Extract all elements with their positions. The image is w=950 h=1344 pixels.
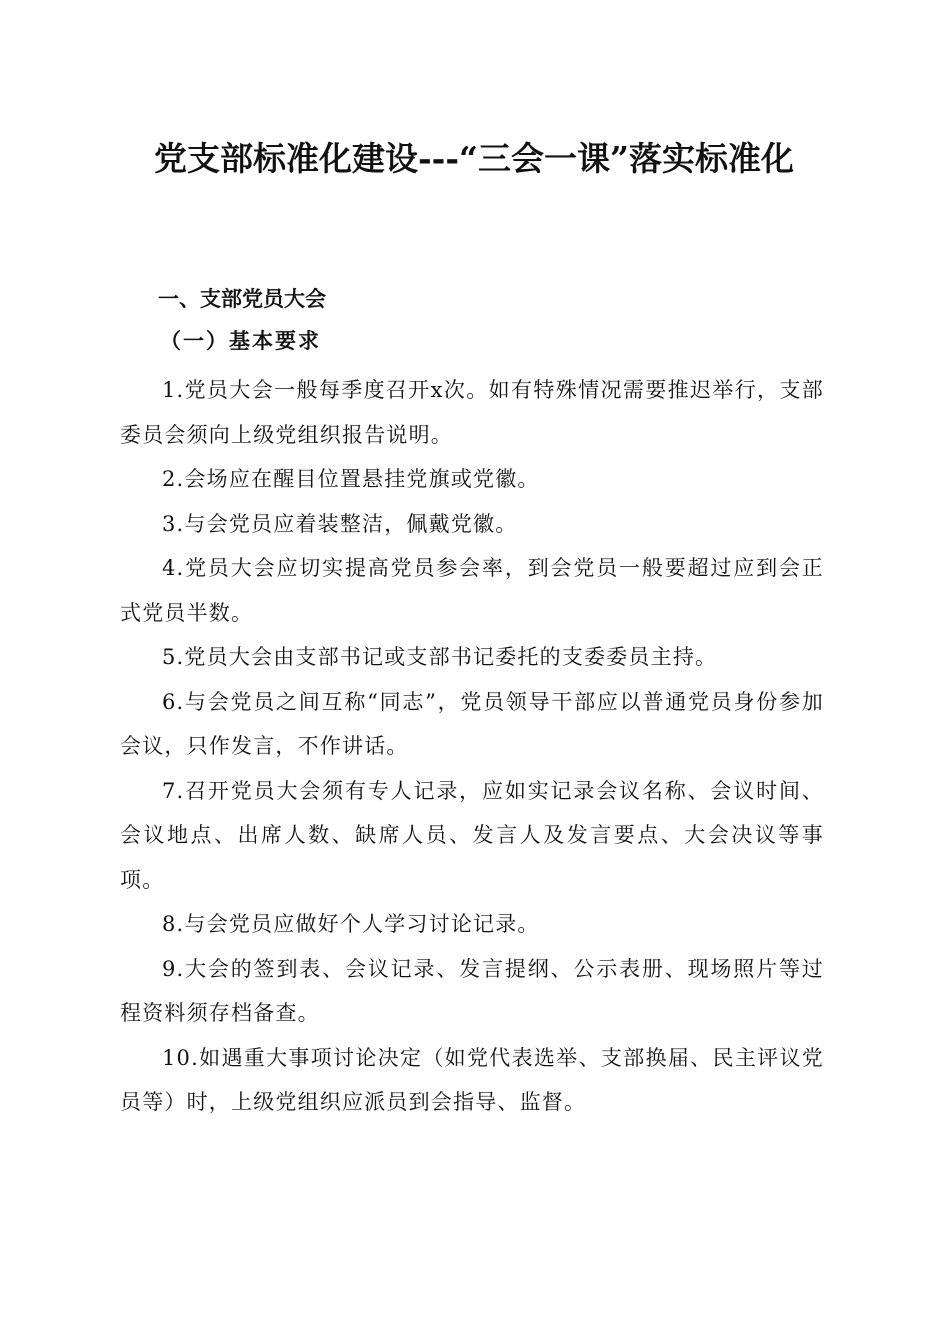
requirements-list [120, 368, 824, 1125]
document-title: 党支部标准化建设---“三会一课”落实标准化 [153, 139, 795, 178]
section-heading: 一、支部党员大会 [158, 287, 326, 311]
list-item: 7.召开党员大会须有专人记录，应如实记录会议名称、会议时间、会议地点、出席人数、缺席人员、发言人及发言要点、大会决议等事项。 [120, 778, 824, 892]
sub-heading: （一）基本要求 [160, 328, 321, 353]
list-item: 6.与会党员之间互称“同志”，党员领导干部应以普通党员身份参加会议，只作发言，不作讲话。 [120, 689, 824, 758]
list-item: 5.党员大会由支部书记或支部书记委托的支委委员主持。 [162, 645, 718, 669]
list-item: 3.与会党员应着装整洁，佩戴党徽。 [162, 511, 518, 536]
list-item: 4.党员大会应切实提高党员参会率，到会党员一般要超过应到会正式党员半数。 [120, 556, 824, 625]
list-item: 9.大会的签到表、会议记录、发言提纲、公示表册、现场照片等过程资料须存档备查。 [120, 956, 824, 1025]
list-item: 10.如遇重大事项讨论决定（如党代表选举、支部换届、民主评议党员等）时，上级党组织应派员到会指导、监督。 [120, 1045, 824, 1114]
list-item: 2.会场应在醒目位置悬挂党旗或党徽。 [162, 467, 540, 491]
list-item: 8.与会党员应做好个人学习讨论记录。 [162, 912, 540, 936]
list-item: 1.党员大会一般每季度召开x次。如有特殊情况需要推迟举行，支部委员会须向上级党组织报告说明。 [120, 378, 824, 447]
